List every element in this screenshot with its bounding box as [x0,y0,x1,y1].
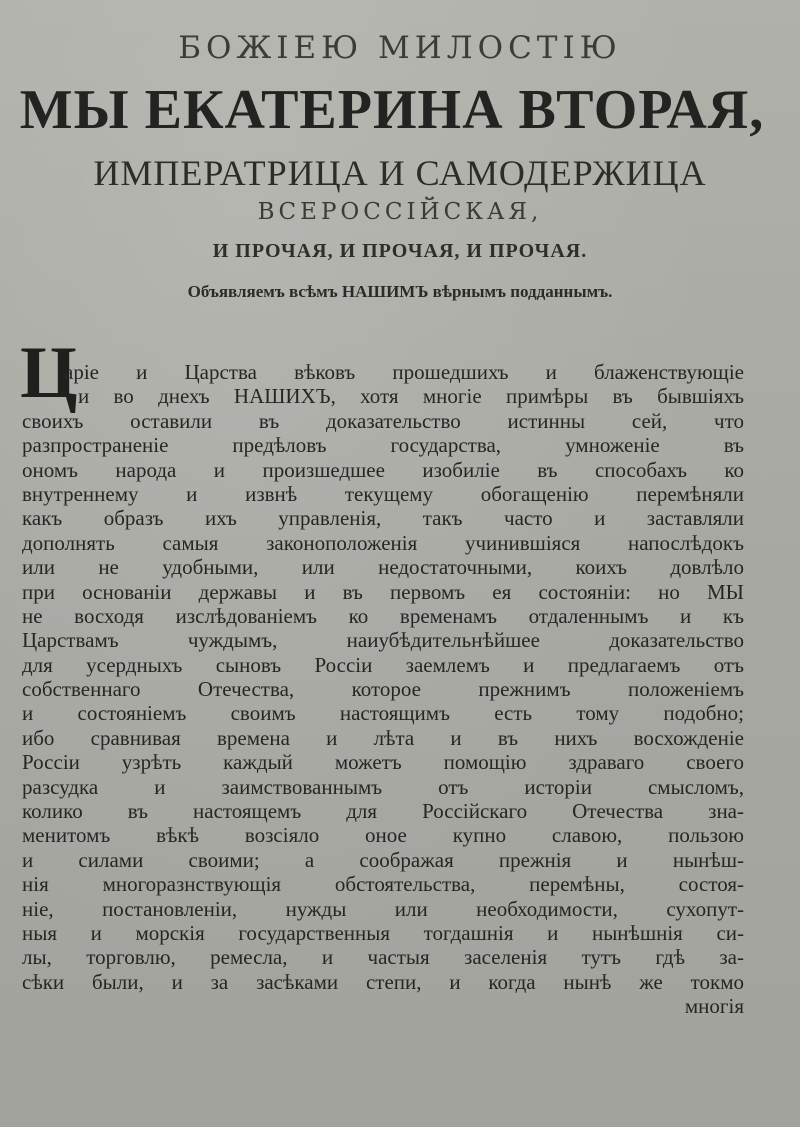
body-line: для усердныхъ сыновъ Россіи заемлемъ и предлагаемъ отъ [22,652,744,677]
header-announcement: Объявляемъ всѣмъ НАШИМЪ вѣрнымъ подданнымъ. [187,282,613,301]
body-line: аріе и Царства вѣковъ прошедшихъ и блаженствующіе [64,360,744,384]
body-line: и состояніемъ своимъ настоящимъ есть тому подобно; [22,701,744,726]
body-line: сѣки были, и за засѣками степи, и когда нынѣ же токмо [22,969,744,994]
body-line: дополнять самыя законоположенія учинившіяся напослѣдокъ [22,530,744,555]
body-line: ономъ народа и произшедшее изобиліе въ способахъ ко [22,457,744,482]
catchword: многія [684,994,744,1019]
body-line: при основаніи державы и въ первомъ ея состояніи: но МЫ [22,579,744,604]
header-etcetera: И ПРОЧАЯ, И ПРОЧАЯ, И ПРОЧАЯ. [212,240,588,262]
body-line: внутреннему и извнѣ текущему обогащенію перемѣняли [22,481,744,506]
body-line: какъ образъ ихъ управленія, такъ часто и заставляли [22,506,744,531]
body-line: Россіи узрѣть каждый можетъ помощію здраваго своего [22,750,744,775]
body-line: разсудка и заимствованнымъ отъ исторіи смысломъ, [22,774,744,799]
body-line: не восходя изслѣдованіемъ ко временамъ отдаленнымъ и къ [22,603,744,628]
body-line: колико въ настоящемъ для Россійскаго Отечества зна- [22,799,744,824]
body-line: нія многоразнствующія обстоятельства, перемѣны, состоя- [22,872,744,897]
body-line: и силами своими; а соображая прежнія и нынѣш- [22,847,744,872]
body-line: Царствамъ чуждымъ, наиубѣдительнѣйшее доказательство [22,628,744,653]
header-by-gods-grace: БОЖІЕЮ МИЛОСТІЮ [178,30,622,66]
body-text [22,360,744,1019]
body-line: и во днехъ НАШИХЪ, хотя многіе примѣры въ бывшіяхъ [78,384,744,409]
body-line: ибо сравнивая времена и лѣта и въ нихъ восхожденіе [22,725,744,750]
body-line: менитомъ вѣкѣ возсіяло оное купно славою, пользою [22,823,744,848]
body-line: ныя и морскія государственныя тогдашнія и нынѣшнія си- [22,920,744,945]
body-line: или не удобными, или недостаточными, коихъ довлѣло [22,555,744,580]
header-all-russian: ВСЕРОССІЙСКАЯ, [257,199,543,225]
body-line: своихъ оставили въ доказательство истинны сей, что [22,408,744,433]
header-title: ИМПЕРАТРИЦА И САМОДЕРЖИЦА [93,153,707,193]
body-line: собственнаго Отечества, которое прежнимъ положеніемъ [22,677,744,702]
body-line: лы, торговлю, ремесла, и частыя заселенія тутъ гдѣ за- [22,945,744,970]
header-monarch-name: МЫ ЕКАТЕРИНА ВТОРАЯ, [19,79,765,141]
body-line: разпространеніе предѣловъ государства, умноженіе въ [22,433,744,458]
body-line: ніе, постановленіи, нужды или необходимости, сухопут- [22,896,744,921]
drop-cap: Ц [20,332,78,414]
